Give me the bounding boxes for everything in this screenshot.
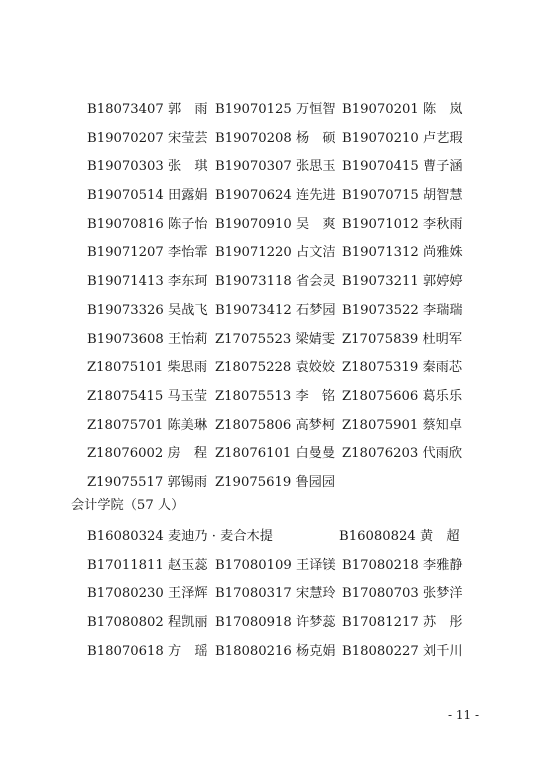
list-row — [87, 153, 487, 182]
page-number: - 11 - — [448, 708, 480, 722]
list-entry: B19071312 尚雅姝 — [342, 245, 463, 261]
list-entry: Z18075606 葛乐乐 — [342, 388, 463, 404]
list-entry: Z17075523 梁婧雯 — [215, 331, 336, 347]
list-entry: B19070307 张思玉 — [215, 159, 336, 175]
list-entry: B17080802 程凯丽 — [87, 615, 208, 631]
list-entry: B19071220 占文洁 — [215, 245, 336, 261]
list-entry: B19070303 张 琪 — [87, 159, 208, 175]
list-entry: Z18076101 白曼曼 — [215, 446, 336, 462]
list-entry: Z18076203 代雨欣 — [342, 446, 463, 462]
list-entry: Z18075101 柴思雨 — [87, 360, 208, 376]
list-entry: B17080218 李雅静 — [342, 557, 463, 573]
list-entry: B19073326 吴战飞 — [87, 302, 208, 318]
list-row — [87, 440, 487, 469]
list-row — [87, 96, 487, 125]
list-entry: Z18075319 秦雨芯 — [342, 360, 463, 376]
list-entry: Z19075619 鲁园园 — [215, 474, 336, 490]
list-entry: B17080703 张梦洋 — [342, 586, 463, 602]
list-entry: B19073608 王怡莉 — [87, 331, 208, 347]
list-entry: B19070816 陈子怡 — [87, 216, 208, 232]
list-entry: Z18075228 袁姣姣 — [215, 360, 336, 376]
list-row — [87, 552, 487, 581]
list-row — [87, 469, 487, 498]
list-row — [87, 326, 487, 355]
list-entry: B19070715 胡智慧 — [342, 188, 463, 204]
list-row — [87, 182, 487, 211]
list-entry: Z18076002 房 程 — [87, 446, 208, 462]
list-entry: B18080216 杨克娟 — [215, 643, 336, 659]
list-entry: B17080317 宋慧玲 — [215, 586, 336, 602]
list-entry: Z18075415 马玉莹 — [87, 388, 208, 404]
list-entry: Z18075806 高梦柯 — [215, 417, 336, 433]
list-row — [87, 412, 487, 441]
list-row — [87, 383, 487, 412]
list-entry: B18070618 方 瑶 — [87, 643, 208, 659]
list-entry: B19070207 宋莹芸 — [87, 130, 208, 146]
list-entry: B19070208 杨 硕 — [215, 130, 336, 146]
list-entry: B19073522 李瑞瑞 — [342, 302, 463, 318]
list-row — [87, 268, 487, 297]
list-entry: B19070210 卢艺瑕 — [342, 130, 463, 146]
list-entry: Z17075839 杜明军 — [342, 331, 463, 347]
list-row — [87, 239, 487, 268]
list-entry: B19070910 吴 爽 — [215, 216, 336, 232]
list-entry: B19073118 省会灵 — [215, 274, 336, 290]
list-entry: Z18075701 陈美琳 — [87, 417, 208, 433]
list-entry: B19070514 田露娟 — [87, 188, 208, 204]
list-entry: B17080109 王译镁 — [215, 557, 336, 573]
list-entry: B19073412 石梦园 — [215, 302, 336, 318]
list-entry: Z18075901 蔡知卓 — [342, 417, 463, 433]
list-row — [87, 211, 487, 240]
list-entry: B19070125 万恒智 — [215, 102, 336, 117]
list-entry: B19071413 李东珂 — [87, 274, 208, 290]
list-row — [87, 638, 487, 667]
list-entry: B19070415 曹子涵 — [342, 159, 463, 175]
list-row — [87, 580, 487, 609]
list-entry: B17081217 苏 彤 — [342, 615, 463, 631]
list-entry: B17080230 王泽辉 — [87, 586, 208, 602]
list-entry: B18073407 郭 雨 — [87, 102, 208, 117]
list-entry: B17011811 赵玉蕊 — [87, 557, 208, 573]
list-row — [87, 609, 487, 638]
list-row — [87, 523, 487, 552]
list-entry: Z18075513 李 铭 — [215, 388, 336, 404]
list-row — [87, 354, 487, 383]
list-entry: Z19075517 郭锡雨 — [87, 474, 208, 490]
section-heading-accounting-school: 会计学院（57 人） — [71, 498, 185, 513]
list-row — [87, 125, 487, 154]
name-list-accounting-school — [87, 523, 487, 666]
list-entry: B16080324 麦迪乃 · 麦合木提 — [87, 529, 273, 544]
list-row — [87, 297, 487, 326]
list-entry: B19070201 陈 岚 — [342, 102, 463, 117]
list-entry: B17080918 许梦蕊 — [215, 615, 336, 631]
list-entry: B19071207 李怡霏 — [87, 245, 208, 261]
list-entry: B19070624 连先进 — [215, 188, 336, 204]
list-entry: B19073211 郭婷婷 — [342, 274, 463, 290]
list-entry: B19071012 李秋雨 — [342, 216, 463, 232]
list-entry: B18080227 刘千川 — [342, 643, 463, 659]
list-entry: B16080824 黄 超 — [339, 529, 460, 544]
name-list-continued — [87, 96, 487, 498]
